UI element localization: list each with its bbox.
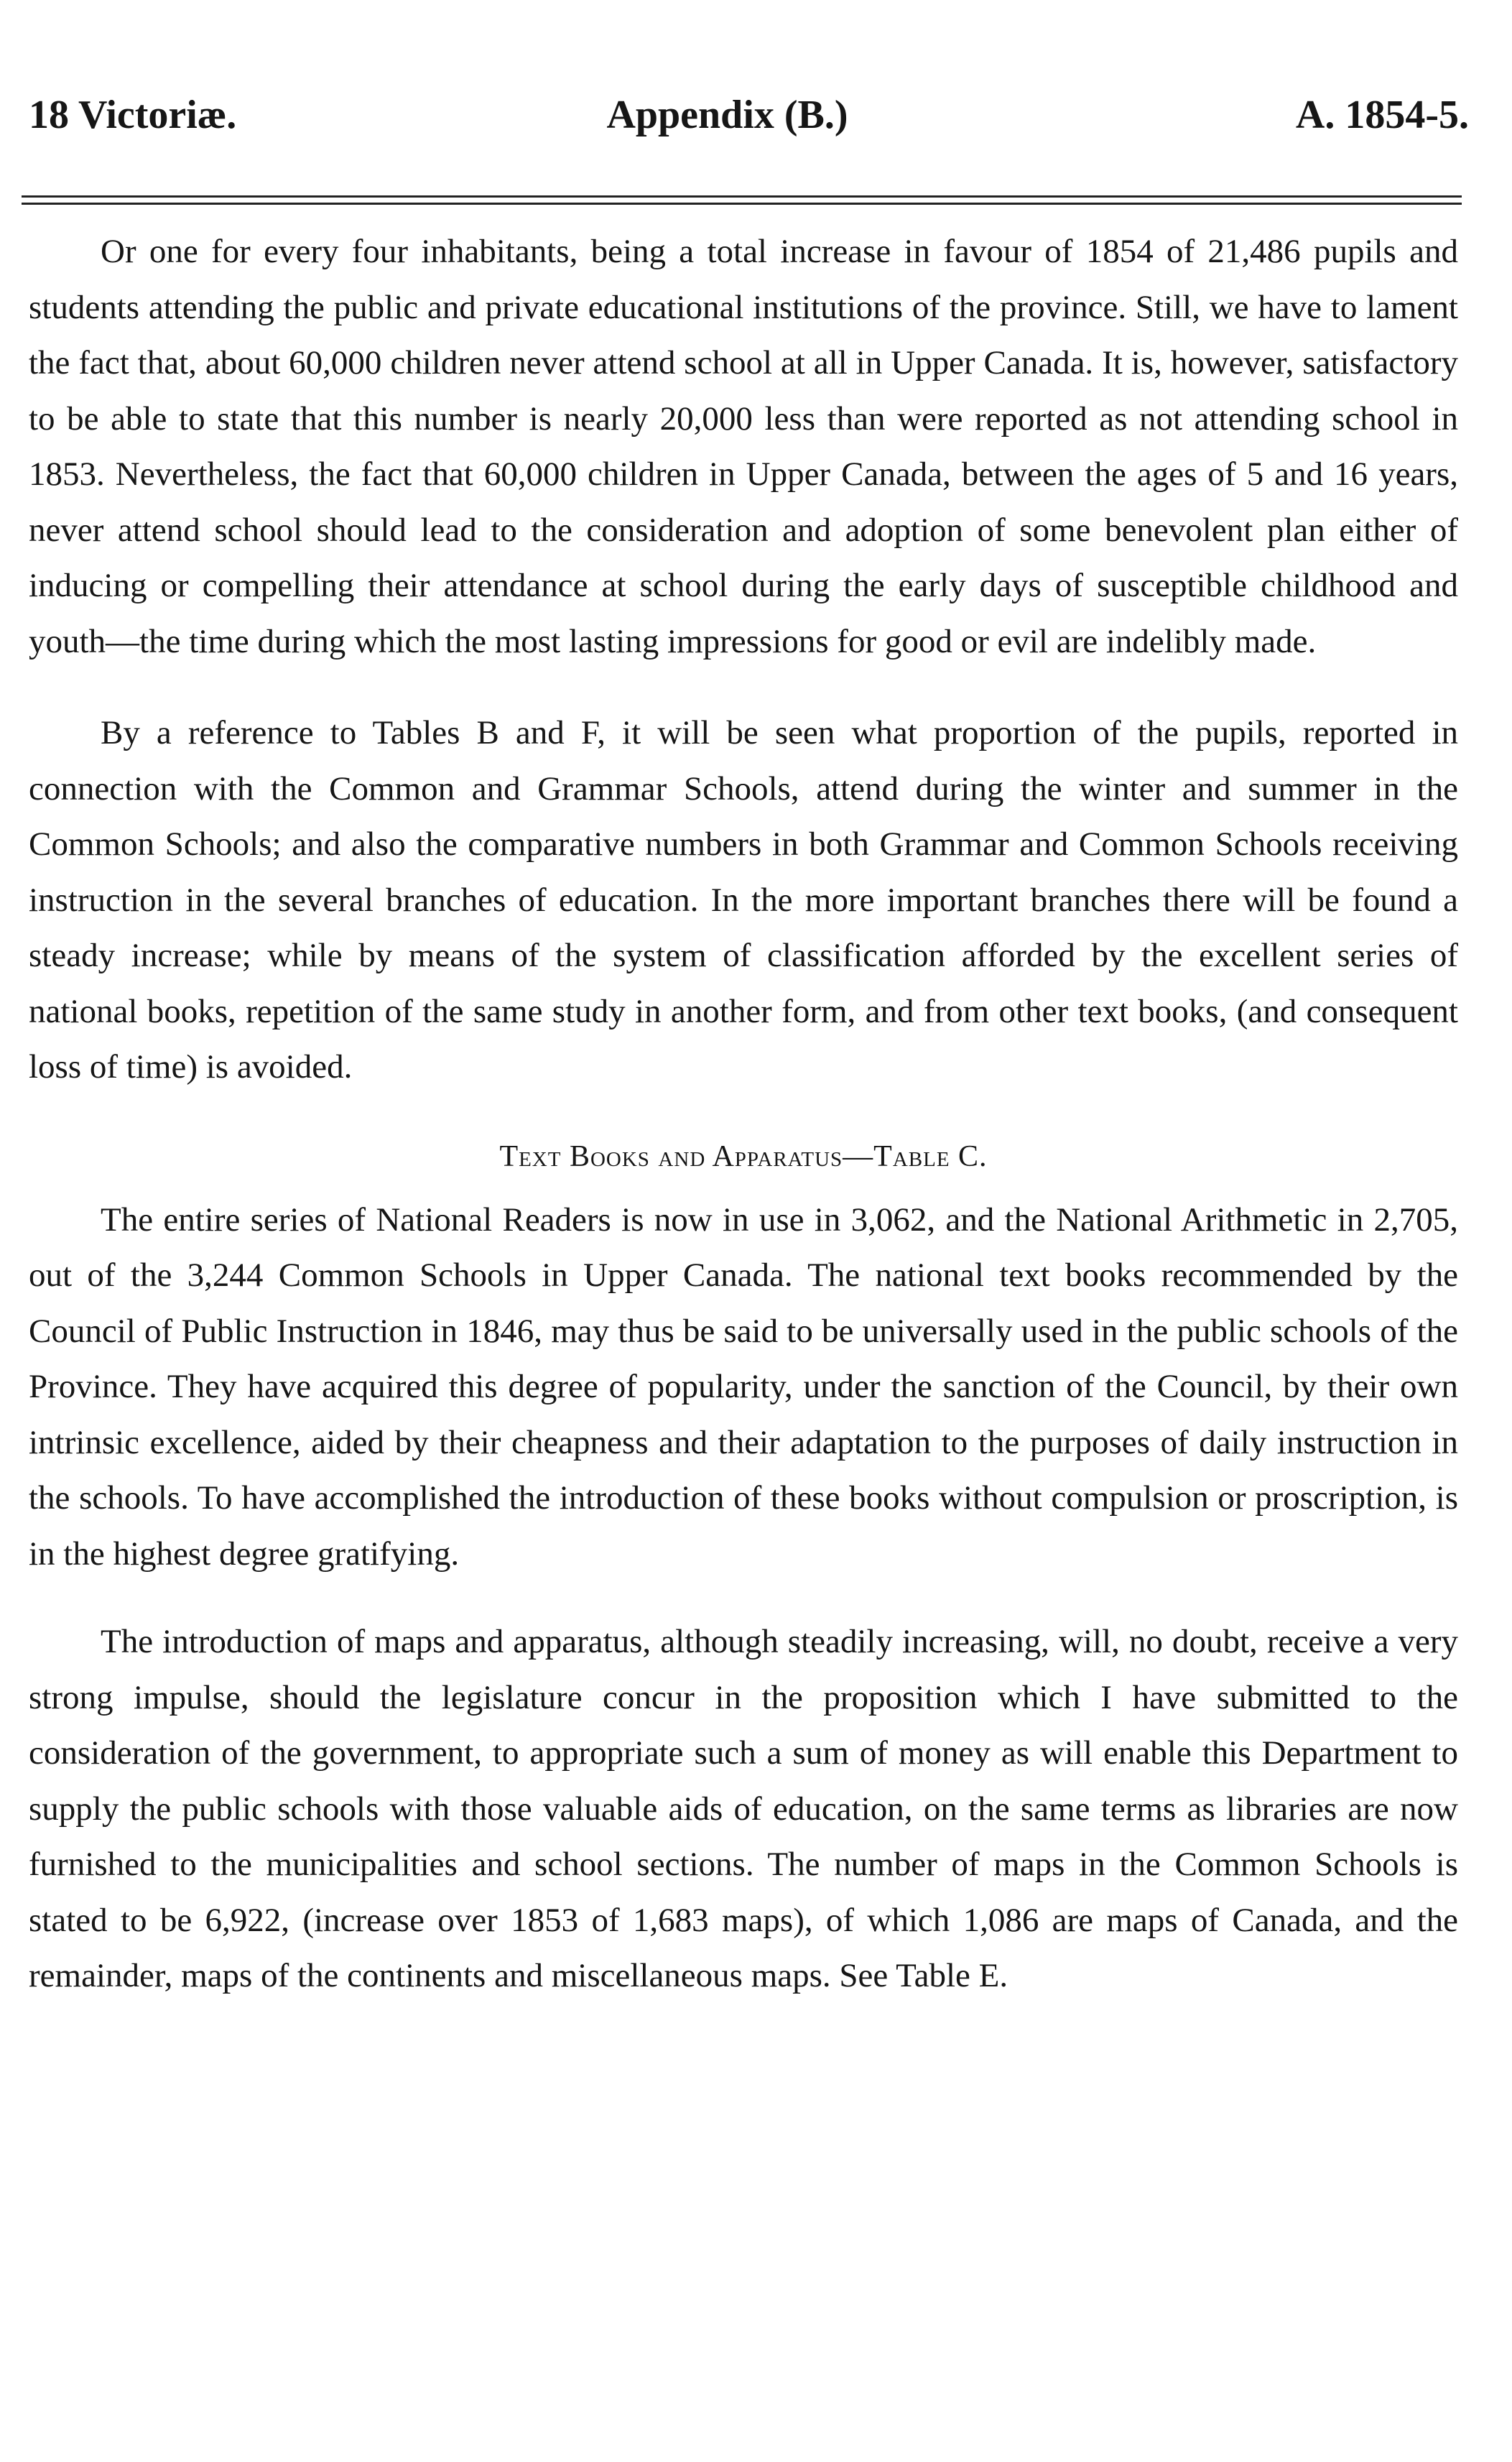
paragraph-national-readers: The entire series of National Readers is now in use in 3,062, and the National Arithmetic in 2,705, out of the 3,244 Common Schools in Upper Canada. The national text books recommended by the Council of Public Instruction in 1846, may thus be said to be universally used in the public schools of the Province. They have acquired this degree of popularity, under the sanction of the Council, by their own intrinsic excellence, aided by their cheapness and their adaptation to the purposes of daily instruction in the schools. To have accomplished the introduction of these books without compulsion or proscription, is in the highest degree gratifying. <box>29 1200 1458 1573</box>
header-rule-bottom <box>22 203 1462 205</box>
paragraph-attendance: Or one for every four inhabitants, being a total increase in favour of 1854 of 21,486 pupils and students attending the public and private educational institutions of the province. Still, we have to lament the fact that, about 60,000 children never attend school at all in Upper Canada. It is, however, satisfactory to be able to state that this number is nearly 20,000 less than were reported as not attending school in 1853. Nevertheless, the fact that 60,000 children in Upper Canada, between the ages of 5 and 16 years, never attend school should lead to the consideration and adoption of some benevolent plan either of inducing or compelling their attendance at school during the early days of susceptible childhood and youth—the time during which the most lasting impressions for good or evil are indelibly made. <box>29 233 1458 660</box>
page-header <box>29 92 1469 157</box>
header-session: 18 Victoriæ. <box>29 93 237 137</box>
header-rule-top <box>22 195 1462 198</box>
paragraph-maps-apparatus: The introduction of maps and apparatus, although steadily increasing, will, no doubt, receive a very strong impulse, should the legislature concur in the proposition which I have submitted to the consideration of the government, to appropriate such a sum of money as will enable this Department to supply the public schools with those valuable aids of education, on the same terms as libraries are now furnished to the municipalities and school sections. The number of maps in the Common Schools is stated to be 6,922, (increase over 1853 of 1,683 maps), of which 1,086 are maps of Canada, and the remainder, maps of the continents and miscellaneous maps. See Table E. <box>29 1623 1458 1994</box>
page-body <box>29 216 1458 2004</box>
header-year: A. 1854-5. <box>1295 93 1469 137</box>
paragraph-tables-b-f: By a reference to Tables B and F, it will be seen what proportion of the pupils, reported in connection with the Common and Grammar Schools, attend during the winter and summer in the Common Schools; and also the comparative numbers in both Grammar and Common Schools receiving instruction in the several branches of education. In the more important branches there will be found a steady increase; while by means of the system of classification afforded by the excellent series of national books, repetition of the same study in another form, and from other text books, (and consequent loss of time) is avoided. <box>29 714 1458 1086</box>
section-heading: Text Books and Apparatus—Table C. <box>499 1139 988 1173</box>
header-appendix: Appendix (B.) <box>606 93 848 137</box>
